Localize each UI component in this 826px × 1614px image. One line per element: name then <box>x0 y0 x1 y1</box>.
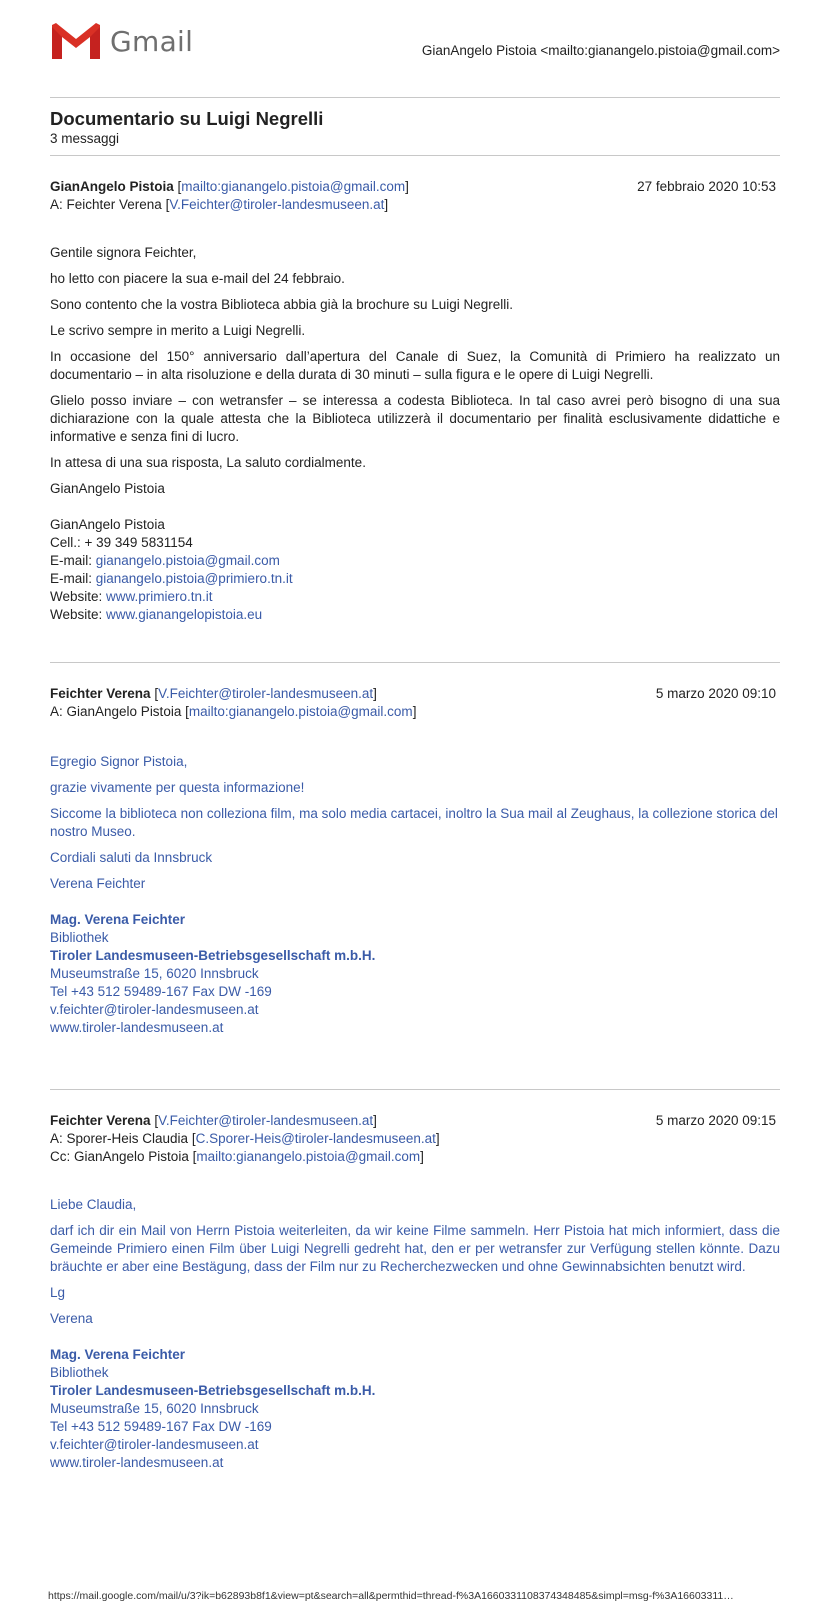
message-count: 3 messaggi <box>50 131 120 146</box>
sender-line: GianAngelo Pistoia [mailto:gianangelo.pistoia@gmail.com] <box>50 179 409 194</box>
body-paragraph: Le scrivo sempre in merito a Luigi Negrelli. <box>50 323 306 338</box>
recipient-line: A: Feichter Verena [V.Feichter@tiroler-landesmuseen.at] <box>50 197 389 212</box>
signature-website-1 <box>50 588 780 606</box>
signature <box>50 516 780 624</box>
signature-website-link[interactable]: www.tiroler-landesmuseen.at <box>50 1020 224 1035</box>
print-footer-url: https://mail.google.com/mail/u/3?ik=b62893b8f1&view=pt&search=all&permthid=thread-f%3A1660331108374348485&simpl=msg-f%3A16603311… <box>48 1590 734 1602</box>
body-paragraph: Verena <box>50 1311 93 1326</box>
body-paragraph: Egregio Signor Pistoia, <box>50 754 188 769</box>
gmail-envelope-icon <box>50 21 102 61</box>
body-paragraph: Glielo posso inviare – con wetransfer – se interessa a codesta Biblioteca. In tal caso avrei però bisogno di una sua dichiarazione con la quale attesta che la Biblioteca utilizzerà il documentario per finalità esclusivamente didattiche e informative e senza fini di lucro. <box>50 393 780 444</box>
signature-name: Mag. Verena Feichter <box>50 912 186 927</box>
sender-email-link[interactable]: V.Feichter@tiroler-landesmuseen.at <box>158 686 374 701</box>
signature-name: Mag. Verena Feichter <box>50 1347 186 1362</box>
signature-name: GianAngelo Pistoia <box>50 517 165 532</box>
email-label: E-mail: <box>50 571 96 586</box>
body-paragraph: darf ich dir ein Mail von Herrn Pistoia weiterleiten, da wir keine Filme sammeln. Herr Pistoia hat mich informiert, dass die Gemeinde Primiero einen Film über Luigi Negrelli gedreht hat, den er per wetransfer zur Verfügung stellen könnte. Dazu bräuchte er aber eine Bestägung, dass der Film nur zu Recherchezwecken und ohne Gewinnabsichten benutzt wird. <box>50 1223 780 1274</box>
body-paragraph: Gentile signora Feichter, <box>50 245 197 260</box>
thread-header <box>50 98 780 156</box>
signature-address: Museumstraße 15, 6020 Innsbruck <box>50 1401 259 1416</box>
signature-org: Tiroler Landesmuseen-Betriebsgesellschaft m.b.H. <box>50 1383 376 1398</box>
sender-name: Feichter Verena <box>50 686 151 701</box>
body-paragraph: grazie vivamente per questa informazione! <box>50 780 305 795</box>
cc-email-link[interactable]: mailto:gianangelo.pistoia@gmail.com <box>196 1149 421 1164</box>
signature-email-link[interactable]: v.feichter@tiroler-landesmuseen.at <box>50 1437 259 1452</box>
recipient-line: A: Sporer-Heis Claudia [C.Sporer-Heis@tiroler-landesmuseen.at] <box>50 1131 440 1146</box>
website-label: Website: <box>50 607 107 622</box>
gmail-logo <box>50 20 193 62</box>
recipient-email-link[interactable]: C.Sporer-Heis@tiroler-landesmuseen.at <box>195 1131 436 1146</box>
message-1 <box>50 156 780 663</box>
signature <box>50 911 780 1037</box>
body-paragraph: Verena Feichter <box>50 876 146 891</box>
message-date: 5 marzo 2020 09:15 <box>655 1113 776 1128</box>
signature-email-2 <box>50 570 780 588</box>
website-label: Website: <box>50 589 107 604</box>
body-paragraph: In attesa di una sua risposta, La saluto cordialmente. <box>50 455 366 470</box>
signature-org: Tiroler Landesmuseen-Betriebsgesellschaft m.b.H. <box>50 948 376 963</box>
signature-website-link[interactable]: www.primiero.tn.it <box>106 589 213 604</box>
message-date: 5 marzo 2020 09:10 <box>655 686 776 701</box>
body-paragraph: Siccome la biblioteca non colleziona film, ma solo media cartacei, inoltro la Sua mail al Zeughaus, la collezione storica del nostro Museo. <box>50 806 778 839</box>
print-header <box>50 0 780 98</box>
message-date: 27 febbraio 2020 10:53 <box>637 179 776 194</box>
recipient-label: A: Sporer-Heis Claudia <box>50 1131 189 1146</box>
recipient-label: A: GianAngelo Pistoia <box>50 704 182 719</box>
signature-website-link[interactable]: www.tiroler-landesmuseen.at <box>50 1455 224 1470</box>
signature-email-link[interactable]: gianangelo.pistoia@gmail.com <box>95 553 280 568</box>
signature-email-link[interactable]: gianangelo.pistoia@primiero.tn.it <box>95 571 293 586</box>
email-label: E-mail: <box>50 553 96 568</box>
cc-line: Cc: GianAngelo Pistoia [mailto:gianangelo.pistoia@gmail.com] <box>50 1149 424 1164</box>
account-identity: GianAngelo Pistoia <mailto:gianangelo.pistoia@gmail.com> <box>421 43 780 58</box>
signature-dept: Bibliothek <box>50 1365 109 1380</box>
cc-label: Cc: GianAngelo Pistoia <box>50 1149 189 1164</box>
sender-email-link[interactable]: mailto:gianangelo.pistoia@gmail.com <box>181 179 406 194</box>
gmail-wordmark: Gmail <box>110 24 194 58</box>
sender-name: GianAngelo Pistoia <box>50 179 174 194</box>
body-paragraph: Cordiali saluti da Innsbruck <box>50 850 213 865</box>
recipient-email-link[interactable]: V.Feichter@tiroler-landesmuseen.at <box>169 197 385 212</box>
sender-email-link[interactable]: V.Feichter@tiroler-landesmuseen.at <box>158 1113 374 1128</box>
sender-line: Feichter Verena [V.Feichter@tiroler-landesmuseen.at] <box>50 1113 377 1128</box>
message-header <box>50 663 780 721</box>
message-header <box>50 156 780 214</box>
body-paragraph: Lg <box>50 1285 66 1300</box>
body-paragraph: Sono contento che la vostra Biblioteca abbia già la brochure su Luigi Negrelli. <box>50 297 514 312</box>
body-paragraph: In occasione del 150° anniversario dall’apertura del Canale di Suez, la Comunità di Primiero ha realizzato un documentario – in alta risoluzione e della durata di 30 minuti – sulla figura e le opere di Luigi Negrelli. <box>50 349 780 382</box>
signature-website-2 <box>50 606 780 624</box>
sender-name: Feichter Verena <box>50 1113 151 1128</box>
signature-email-link[interactable]: v.feichter@tiroler-landesmuseen.at <box>50 1002 259 1017</box>
signature-dept: Bibliothek <box>50 930 109 945</box>
signature <box>50 1346 780 1472</box>
signature-tel: Tel +43 512 59489-167 Fax DW -169 <box>50 1419 272 1434</box>
message-3 <box>50 1090 780 1472</box>
message-body <box>50 244 780 498</box>
recipient-label: A: Feichter Verena <box>50 197 162 212</box>
print-page <box>50 0 780 1472</box>
message-header <box>50 1090 780 1166</box>
message-2 <box>50 663 780 1090</box>
thread-title: Documentario su Luigi Negrelli <box>50 108 324 129</box>
recipient-email-link[interactable]: mailto:gianangelo.pistoia@gmail.com <box>188 704 413 719</box>
signature-cell: Cell.: + 39 349 5831154 <box>50 535 193 550</box>
body-paragraph: ho letto con piacere la sua e-mail del 24 febbraio. <box>50 271 345 286</box>
signature-tel: Tel +43 512 59489-167 Fax DW -169 <box>50 984 272 999</box>
signature-website-link[interactable]: www.gianangelopistoia.eu <box>106 607 263 622</box>
recipient-line: A: GianAngelo Pistoia [mailto:gianangelo.pistoia@gmail.com] <box>50 704 417 719</box>
message-body <box>50 1196 780 1328</box>
body-paragraph: Liebe Claudia, <box>50 1197 137 1212</box>
signature-address: Museumstraße 15, 6020 Innsbruck <box>50 966 259 981</box>
signature-email-1 <box>50 552 780 570</box>
message-body <box>50 753 780 893</box>
sender-line: Feichter Verena [V.Feichter@tiroler-landesmuseen.at] <box>50 686 377 701</box>
body-paragraph: GianAngelo Pistoia <box>50 481 165 496</box>
